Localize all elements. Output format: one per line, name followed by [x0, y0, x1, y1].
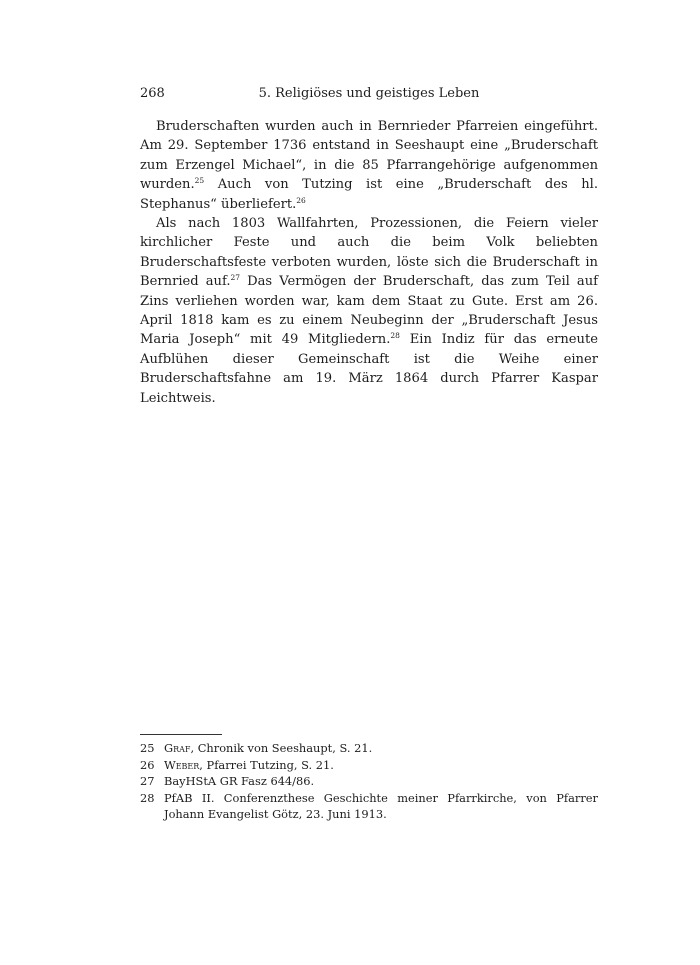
text-segment: Das Vermögen der Bruderschaft, das zum Teil auf Zins verliehen worden war, kam dem Staat zu Gute. Erst am 26. April 1818 kam es zu einem Neubeginn der „Bruderschaft Jesus Maria Joseph“ mit 49 Mitgliedern. [140, 274, 598, 348]
page-number: 268 [140, 86, 165, 101]
footnote-number: 25 [140, 741, 155, 755]
footnote-ref: 25 [194, 176, 205, 186]
text-segment: Bruderschaften wurden auch in Bernrieder Pfarreien eingeführt. Am 29. September 1736 entstand in Seeshaupt eine „Bruderschaft zum Erzengel Michael“, in die 85 Pfarrangehörige aufgenommen wurden. [140, 119, 598, 193]
footnote-text: PfAB II. Conferenzthese Geschichte meiner Pfarrkirche, von Pfarrer Johann Evangelist Götz, 23. Juni 1913. [164, 790, 598, 821]
text-segment: Als nach 1803 Wallfahrten, Prozessionen, die Feiern vieler kirchlicher Feste und auch die beim Volk beliebten Bruderschaftsfeste verboten wurden, löste sich die Bruderschaft in Bernried auf. [140, 216, 598, 290]
running-head: 5. Religiöses und geistiges Leben [258, 86, 480, 101]
footnote-text: , Pfarrei Tutzing, S. 21. [199, 757, 334, 772]
paragraph [140, 214, 598, 408]
footnote-text: BayHStA GR Fasz 644/86. [164, 774, 315, 788]
text-segment: Auch von Tutzing ist eine „Bruderschaft des hl. Stephanus“ überliefert. [140, 177, 598, 212]
footnote-ref: 28 [390, 331, 400, 341]
footnote-divider [140, 734, 222, 735]
body-text [140, 117, 598, 408]
footnote-number: 28 [140, 790, 155, 805]
text-segment: Ein Indiz für das erneute Aufblühen dieser Gemeinschaft ist die Weihe einer Bruderschaftsfahne am 19. März 1864 durch Pfarrer Kaspar Leichtweis. [140, 332, 598, 406]
footnote [140, 773, 598, 790]
footnote-author: Graf [164, 741, 191, 755]
footnote-ref: 27 [230, 273, 241, 283]
footnote-text: , Chronik von Seeshaupt, S. 21. [190, 741, 373, 755]
footnote-number: 26 [140, 757, 155, 772]
footnote-ref: 26 [296, 195, 306, 205]
footnote [140, 790, 598, 823]
footnote-author: Weber [164, 757, 200, 772]
paragraph [140, 117, 598, 214]
footnote [140, 757, 598, 774]
footnote-number: 27 [140, 774, 155, 788]
footnotes [140, 740, 598, 823]
footnote [140, 740, 598, 757]
